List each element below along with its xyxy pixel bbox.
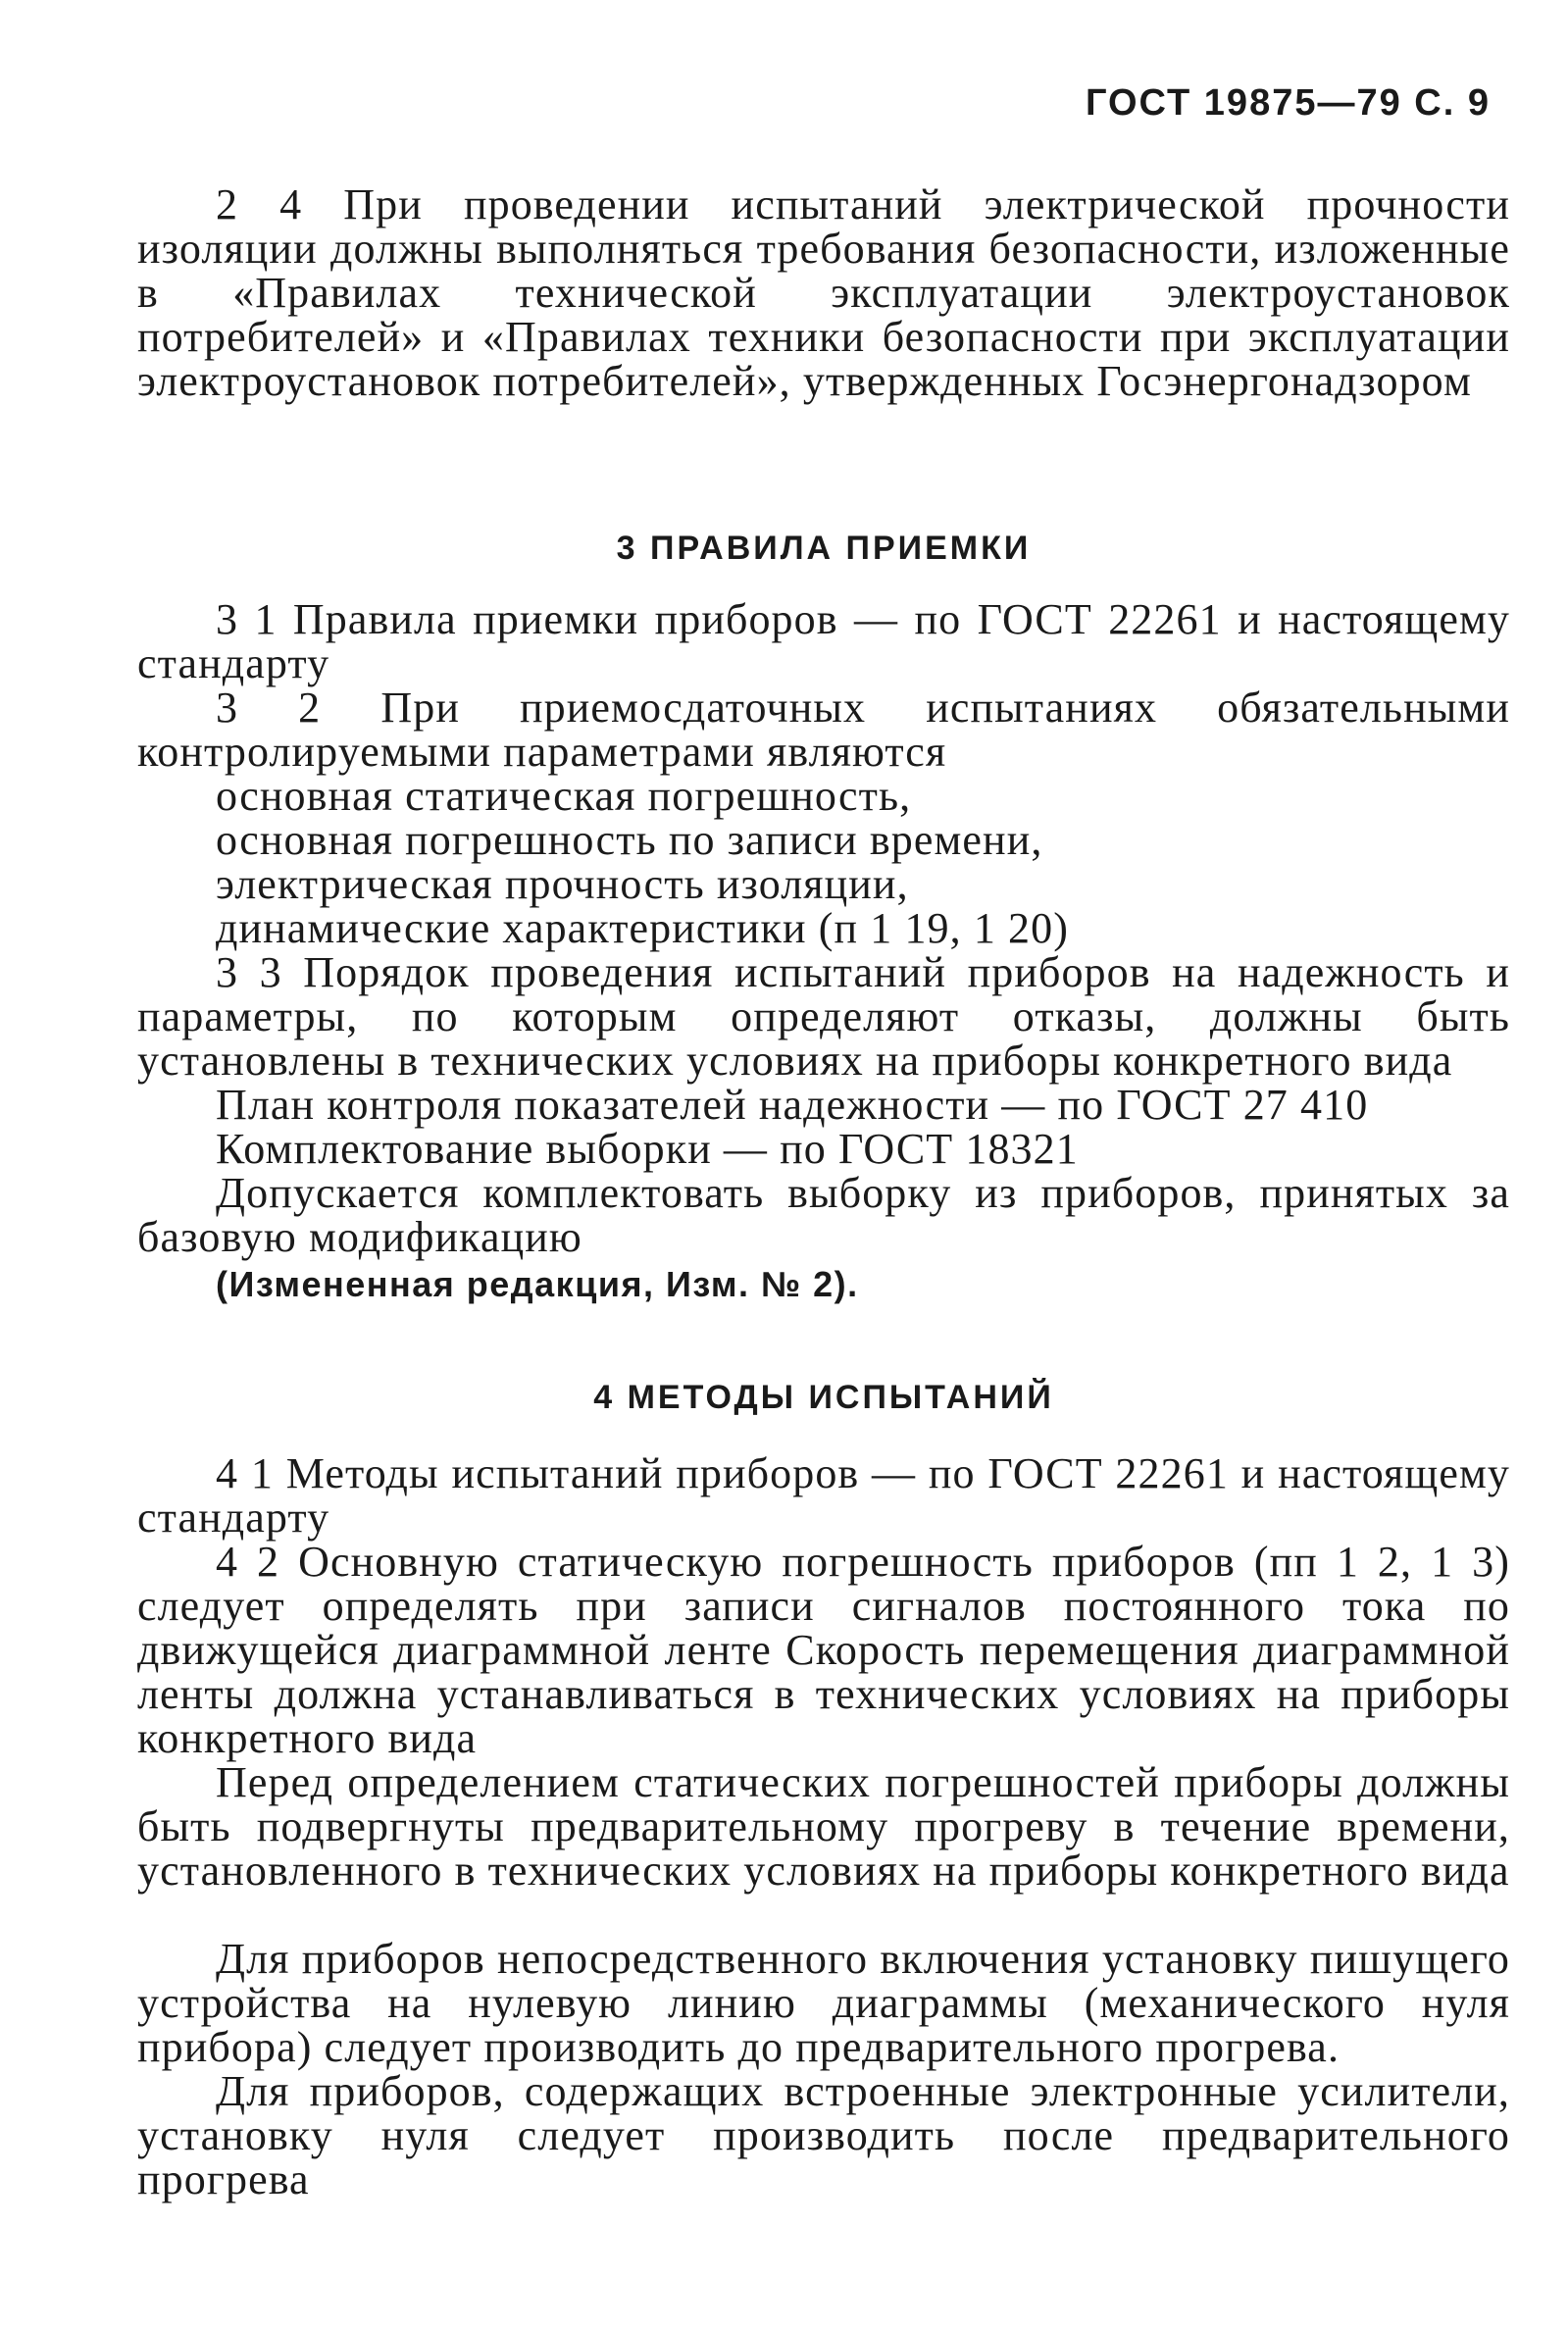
paragraph-4-2: 4 2 Основную статическую погрешность приборов (пп 1 2, 1 3) следует определять при записи сигналов постоянного тока по движущейся диаграммной ленте Скорость перемещения диаграммной ленты должна устанавливаться в технических условиях на приборы конкретного вида — [137, 1538, 1510, 1762]
paragraph-3-2: 3 2 При приемосдаточных испытаниях обязательными контролируемыми параметрами являются — [137, 683, 1510, 776]
paragraph-dopuskaetsya: Допускается комплектовать выборку из приборов, принятых за базовую модификацию — [137, 1169, 1510, 1261]
list-item: основная погрешность по записи времени, — [216, 816, 1043, 864]
paragraph-dlya-priborov-2: Для приборов, содержащих встроенные электронные усилители, установку нуля следует производить после предварительного прогрева — [137, 2067, 1510, 2203]
page-header: ГОСТ 19875—79 С. 9 — [1085, 82, 1491, 124]
list-item: динамические характеристики (п 1 19, 1 20) — [216, 904, 1069, 952]
paragraph-3-1: 3 1 Правила приемки приборов — по ГОСТ 22261 и настоящему стандарту — [137, 595, 1510, 687]
paragraph-4-1: 4 1 Методы испытаний приборов — по ГОСТ 22261 и настоящему стандарту — [137, 1449, 1510, 1542]
list-item: основная статическая погрешность, — [216, 772, 912, 820]
paragraph-komplektovanie: Комплектование выборки — по ГОСТ 18321 — [216, 1125, 1079, 1173]
paragraph-pered-opredeleniem: Перед определением статических погрешностей приборы должны быть подвергнуты предварительному прогреву в течение времени, установленного в технических условиях на приборы конкретного вида — [137, 1758, 1510, 1895]
paragraph-plan: План контроля показателей надежности — по ГОСТ 27 410 — [216, 1081, 1369, 1129]
section-3-heading: 3 ПРАВИЛА ПРИЕМКИ — [616, 530, 1032, 567]
paragraph-2-4: 2 4 При проведении испытаний электрической прочности изоляции должны выполняться требования безопасности, изложенные в «Правилах технической эксплуатации электроустановок потребителей» и «Правилах техники безопасности при эксплуатации электроустановок потребителей», утвержденных Госэнергонадзором — [137, 180, 1510, 405]
list-item: электрическая прочность изоляции, — [216, 860, 909, 908]
paragraph-dlya-priborov-1: Для приборов непосредственного включения установку пишущего устройства на нулевую линию диаграммы (механического нуля прибора) следует производить до предварительного прогрева. — [137, 1935, 1510, 2071]
paragraph-3-3: 3 3 Порядок проведения испытаний приборов на надежность и параметры, по которым определяют отказы, должны быть установлены в технических условиях на приборы конкретного вида — [137, 948, 1510, 1085]
amendment-note: (Измененная редакция, Изм. № 2). — [216, 1264, 859, 1304]
section-4-heading: 4 МЕТОДЫ ИСПЫТАНИЙ — [593, 1379, 1054, 1416]
